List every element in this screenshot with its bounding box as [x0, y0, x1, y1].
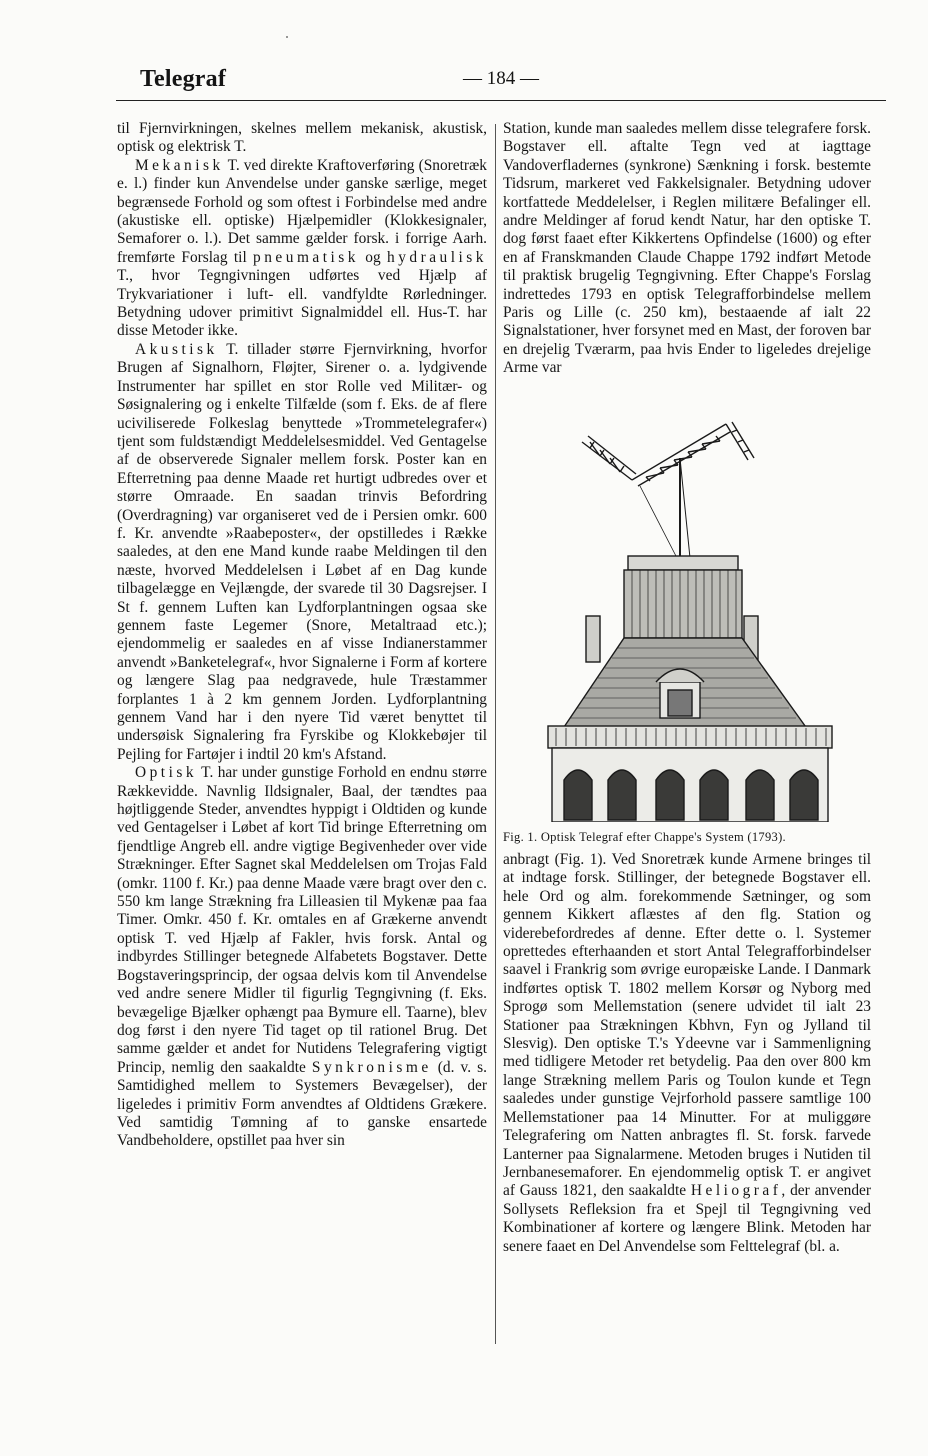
column-divider — [495, 124, 496, 1344]
text-run: T. har under gunstige Forhold en endnu større Rækkevidde. Navnlig Ildsignaler, Baal, der tændtes paa højtliggende Steder, anvendtes hyppigt i Oldtiden og kunde ved Gentagelser i Løbet af kort Tid bringe Efterretning om fjendtlige Angreb ell. andre vigtige Begivenheder over vide Strækninger. Efter Sagnet skal Meddelelsen om Trojas Fald (omkr. 1100 f. Kr.) paa denne Maade være bragt over den c. 550 km lange Strækning fra Lilleasien til Mykenæ paa faa Timer. Omkr. 450 f. Kr. omtales en af Grækerne anvendt optisk T. ved Hjælp af Fakler, hvis forsk. Antal og indbyrdes Stillinger betegnede Alfabetets Bogstaver. Dette Bogstaveringsprincip, der ogsaa delvis kom til Anvendelse ved andre senere Midler til figurlig Tegngivning (f. Eks. bevægelige Bjælker ophængt paa Bymure ell. Taarne), blev dog først i den nyere Tid taget op til rationel Brug. Det samme gælder et andet for Nutidens Telegrafering vigtigt Princip, nemlig den saakaldte — [117, 764, 487, 1076]
page-header — [116, 62, 886, 98]
term-heliograf: Heliograf — [690, 1182, 782, 1200]
text-run: (d. v. s. Samtidighed mellem to Systemers Bevægelser), der ligeledes i primitiv Form anvendtes af Oldtidens Grækere. Ved samtidig Tømning af to ganske ensartede Vandbeholdere, opstillet paa hver sin — [117, 1058, 487, 1150]
text-run: anbragt (Fig. 1). Ved Snoretræk kunde Armene bringes til at indtage forsk. Stillinger, der betegnede Bogstaver ell. hele Ord og alm. forekommende Sætninger, og som gennem Kikkert aflæstes af den flg. Station og viderebefordredes af denne. Efter dette o. l. Systemer oprettedes efterhaanden et stort Antal Telegrafforbindelser saavel i Frankrig som øvrige europæiske Lande. I Danmark indførtes optisk T. 1802 mellem Korsør og Nyborg med Sprogø som Mellemstation (senere udvidet til ialt 23 Stationer paa Strækningen Kbhvn, Fyn og Jylland til Slesvig). Den optiske T.'s Ydeevne var i Sammenligning med tidligere Metoder ret betydelig. Paa den over 800 km lange Strækning mellem Paris og Toulon kunde et Tegn saaledes under gunstige Vejrforhold passere samtlige 100 Mellemstationer paa 14 Minutter. For at muliggøre Telegrafering om Natten anbragtes fl. St. forsk. farvede Lanterner paa Signalarmene. Metoden bruges i Nutiden til Jernbanesemaforer. En ejendommelig optisk T. er angivet af Gauss 1821, den saakaldte — [503, 851, 871, 1200]
text-run: og — [359, 248, 388, 266]
term-synkronisme: Synkronisme — [311, 1058, 432, 1076]
right-column-bottom — [503, 851, 871, 1256]
term-hydraulisk: hydraulisk — [387, 248, 487, 266]
signal-arm-left — [582, 436, 636, 480]
term-akustisk: Akustisk — [135, 340, 218, 358]
paragraph-after-figure — [503, 851, 871, 1256]
figure-caption: Fig. 1. Optisk Telegraf efter Chappe's System (1793). — [503, 830, 786, 844]
right-column-top — [503, 120, 871, 378]
paragraph-akustisk — [117, 341, 487, 764]
speck — [286, 36, 288, 38]
term-pneumatisk: pneumatisk — [253, 248, 359, 266]
running-title: Telegraf — [140, 66, 227, 92]
text-run: T. ved direkte Kraftoverføring (Snoretræk e. l.) finder kun Anvendelse under ganske særlige, meget begrænsede Forhold og som oftest i Forbindelse med andre (akustiske ell. optiske) Hjælpemidler (Klokkesignaler, Semaforer o. l.). Det samme gælder forsk. i forrige Aarh. fremførte Forslag til — [117, 156, 487, 266]
term-optisk: Optisk — [135, 764, 198, 782]
left-column — [117, 120, 487, 1151]
text-run: , der anvender Sollysets Refleksion fra et Spejl til Tegngivning ved Kombinationer af kortere og længere Blink. Metoden har senere faaet en Del Anvendelse som Felttelegraf (bl. a. — [503, 1182, 871, 1255]
paragraph-mekanisk — [117, 157, 487, 341]
paragraph-optisk — [117, 764, 487, 1151]
signal-arm-right — [726, 422, 754, 460]
text-run: T. tillader større Fjernvirkning, hvorfor Brugen af Signalhorn, Fløjter, Sirener o. a. lydgivende Instrumenter har spillet en stor Rolle ved Militær- og Søsignalering og i enkelte Tilfælde (som f. Eks. de af flere uciviliserede Folkeslag benyttede »Trommetelegrafer«) tjent som fuldstændigt Meddelelsesmiddel. Ved Gentagelse af de observerede Signaler mellem forsk. Poster kan en Efterretning paa denne Maade ret hurtigt udbredes over et større Omraade. En saadan trinvis Befordring (Overdragning) var organiseret ved de i Persien omkr. 600 f. Kr. anvendte »Raabeposter«, der opstilledes i Række saaledes, at den ene Mand kunde raabe Meldingen til den næste, hvorved Meddelelsen i Løbet af en Dag kunde tilbagelægge en Vejlængde, der svarede til 30 Dagsrejser. I St f. gennem Luften kan Lydforplantningen ogsaa ske gennem faste Legemer (Snore, Metaltraad etc.); ejendommelig er saaledes en af visse Indianerstammer anvendt »Banketelegraf«, hvor Signalerne i Form af kortere og længere Slag paa nedgravede, hule Træstammer forplantes 1 à 2 km gennem Jorden. Lydforplantning gennem Vand har i den nyere Tid været benyttet til undersøisk Signalering fra Fyrskibe og Klokkebøjer til Pejling for Fartøjer i indtil 20 km's Afstand. — [117, 340, 487, 763]
paragraph-intro: til Fjernvirkningen, skelnes mellem mekanisk, akustisk, optisk og elektrisk T. — [117, 120, 487, 156]
term-mekanisk: Mekanisk — [135, 156, 224, 174]
telegraph-building-illustration — [540, 420, 840, 822]
figure-chappe-telegraph — [540, 420, 840, 822]
page-number: — 184 — — [463, 68, 539, 89]
paragraph-continued: Station, kunde man saaledes mellem disse telegrafere forsk. Bogstaver ell. aftalte Tegn ved at iagttage Vandoverfladernes (synkrone) Sænkning i forsk. bestemte Tidsrum, markeret ved Fakkelsignaler. Betydning udover kortfattede Meddelelser, i Reglen militære Befalinger ell. andre Meldinger af forud kendt Natur, har den optiske T. dog først faaet efter Kikkertens Opfindelse (1600) og efter en af Franskmanden Claude Chappe 1792 indført Metode til praktisk brugelig Tegngivning. Efter Chappe's Forslag indrettedes 1793 en optisk Telegrafforbindelse mellem Paris og Lille (c. 250 km), bestaaende af ialt 22 Signalstationer, hver forsynet med en Mast, der foroven bar en drejelig Tværarm, paa hvis Ender to ligeledes drejelige Arme var — [503, 120, 871, 377]
text-run: T., hvor Tegngivningen udførtes ved Hjælp af Trykvariationer i luft- ell. vandfyldte Rørledninger. Betydning udover primitivt Signalmiddel ell. Hus-T. har disse Metoder ikke. — [117, 267, 487, 340]
header-rule — [116, 100, 886, 101]
